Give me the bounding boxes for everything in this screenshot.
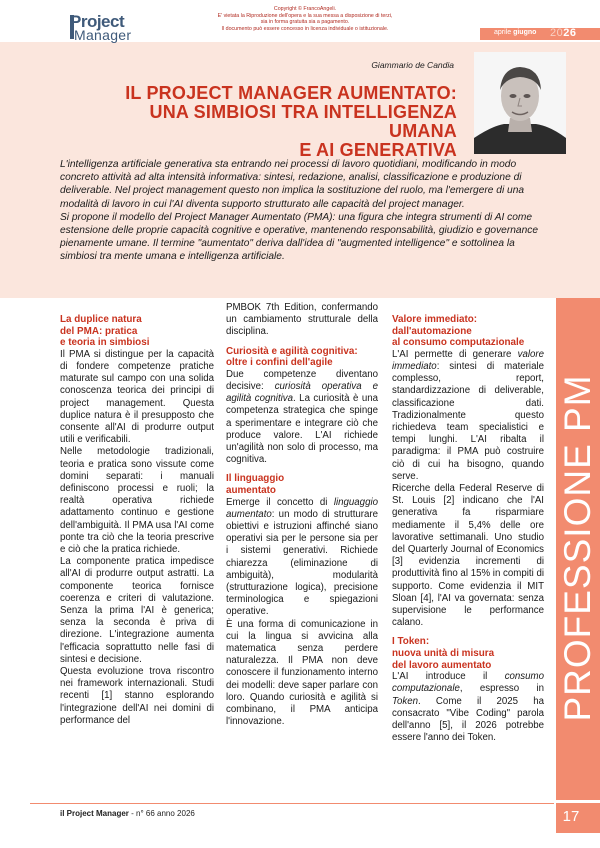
copyright-line: E' vietata la Riproduzione dell'opera e la sua messa a disposizione di terzi, (217, 12, 393, 19)
text-run: L'AI permette di generare (392, 348, 518, 360)
heading-line: del lavoro aumentato (392, 659, 492, 671)
year-part-b: 26 (563, 27, 577, 39)
month-end: giugno (513, 29, 537, 36)
text-run: Due competenze diventano decisive: (226, 368, 378, 392)
footer-credit (60, 809, 195, 818)
text-run: : un modo di strutturare obiettivi e istruzioni affinché siano operativi sia per le persone sia per i sistemi generativi. Richiede chiarezza (eliminazione di ambiguità), modularità (strutturazione logica), precisione terminologica e spiegazioni operative. (226, 508, 378, 618)
heading-line: I Token: (392, 636, 430, 648)
column-2 (226, 302, 378, 728)
heading-line: del PMA: pratica (60, 325, 138, 337)
title-line: IL PROJECT MANAGER AUMENTATO: (125, 83, 457, 103)
logo-bottom: Manager (74, 27, 132, 43)
logo-top: Project (70, 12, 125, 31)
text-run: : sintesi di materiale complesso, report, standardizzazione di deliverable, classificazione dati. Tradizionalmente questo richiedeva team specialistici e tempi lunghi. L'AI ribalta il paradigma: il PMA può costruire ciò di cui ha bisogno, quando serve. (392, 360, 544, 482)
copyright-line: Il documento può essere concesso in licenza individuale o istituzionale. (221, 25, 389, 32)
body-paragraph: È una forma di comunicazione in cui la lingua si avvicina alla matematica senza perdere naturalezza. Il PMA non deve conoscere il funzionamento interno dei modelli: deve saper parlare con loro. Quando curiosità e agilità si combinano, il PMA anticipa l'innovazione. (226, 618, 378, 728)
author-name: Giammario de Candia (371, 60, 454, 70)
heading-line: e teoria in simbiosi (60, 337, 150, 349)
title-line: E AI GENERATIVA (299, 140, 457, 160)
body-paragraph: Il PMA si distingue per la capacità di fondere competenze pratiche maturate sul campo con una solida conoscenza teorica dei principi di project management. Questa duplice natura è il presupposto che consente all'AI di produrre output utili e verificabili. (60, 348, 214, 446)
footer-rule (30, 803, 554, 804)
heading-line: Curiosità e agilità cognitiva: (226, 345, 358, 357)
author-portrait (474, 52, 566, 154)
column-3 (392, 314, 544, 744)
copyright-notice (190, 6, 420, 32)
magazine-name: il Project Manager (60, 809, 129, 818)
text-run: , espresso in (459, 683, 544, 695)
emphasis-run: consumo computazionale (392, 671, 544, 695)
column-1 (60, 314, 214, 727)
page-number: 17 (562, 808, 580, 825)
heading-line: La duplice natura (60, 314, 142, 325)
emphasis-run: curiosità operativa e agilità cognitiva (226, 381, 378, 405)
emphasis-run: linguaggio aumentato (226, 496, 378, 520)
emphasis-run: Token (392, 695, 419, 707)
abstract-paragraph: Si propone il modello del Project Manager Aumentato (PMA): una figura che integra strumenti di AI come estensione delle proprie capacità cognitive e operative, mantenendo responsabilità, giudizio e governance pienamente umane. Il termine "aumentato" deriva dall'idea di "augmented intelligence" e sottolinea la simbiosi tra mente umana e intelligenza artificiale. (60, 211, 538, 263)
heading-line: nuova unità di misura (392, 648, 495, 660)
body-paragraph (392, 349, 544, 483)
body-paragraph: Ricerche della Federal Reserve di St. Louis [2] indicano che l'AI generativa fa risparmiare mediamente il 5,4% delle ore lavorative settimanali. Uno studio del Quarterly Journal of Economics [3] evidenzia incrementi di produttività fino al 15% in compiti di supporto. Come evidenzia il MIT Sloan [4], l'AI va governata: senza supervisione le performance calano. (392, 483, 544, 629)
issue-info: - n° 66 anno 2026 (128, 809, 195, 818)
year-part-a: 20 (550, 27, 564, 39)
text-run: Emerge il concetto di (226, 496, 334, 508)
heading-line: dall'automazione (392, 325, 472, 337)
issue-year (550, 27, 577, 39)
month-start: aprile (494, 29, 512, 36)
section-heading (392, 314, 544, 349)
abstract-paragraph: L'intelligenza artificiale generativa sta entrando nei processi di lavoro quotidiani, modificando in modo concreto attività ad alta intensità informativa: sintesi, redazione, analisi, classificazione e produzione di deliverable. Nel project management questo non implica la sostituzione del ruolo, ma l'emergere di una modalità di lavoro in cui l'AI diventa supporto strutturato alle capacità del project manager. (60, 159, 525, 210)
heading-line: al consumo computazionale (392, 337, 525, 349)
magazine-logo (70, 12, 160, 42)
copyright-line: sia in forma gratuita sia a pagamento. (260, 19, 350, 26)
article-abstract (60, 158, 552, 264)
issue-months (494, 29, 536, 36)
text-run: . Come il 2025 ha consacrato "Vibe Coding" parola dell'anno [5], il 2026 potrebbe essere l'anno dei Token. (392, 695, 544, 744)
copyright-line: Copyright © FrancoAngeli. (273, 6, 337, 12)
body-paragraph: Questa evoluzione trova riscontro nei framework internazionali. Studi recenti [1] stanno esplorando l'integrazione dell'AI nei domini di performance del (60, 666, 214, 726)
heading-line: Valore immediato: (392, 314, 478, 325)
body-paragraph: PMBOK 7th Edition, confermando un cambiamento strutturale della disciplina. (226, 302, 378, 338)
section-heading (226, 346, 378, 369)
body-paragraph: Nelle metodologie tradizionali, teoria e pratica sono vissute come domini separati: i manuali definiscono processi e ruoli; la realtà operativa richiede adattamento continuo e gestione dell'ambiguità. Il PMA usa l'AI come ponte tra ciò che la teoria prescrive e ciò che la pratica richiede. (60, 446, 214, 556)
text-run: . La curiosità è una competenza strategica che spinge a sperimentare e integrare ciò che produce valore. L'AI richiede un'agilità non solo di processo, ma cognitiva. (226, 393, 378, 466)
text-run: L'AI introduce il (392, 671, 505, 683)
section-label: PROFESSIONE PM (557, 374, 598, 722)
section-heading (60, 314, 214, 349)
body-paragraph (392, 671, 544, 744)
body-paragraph: La componente pratica impedisce all'AI di produrre output astratti. La componente teorica fornisce coerenza e criteri di valutazione. Senza la prima l'AI è generica; senza la seconda è priva di direzione. L'integrazione aumenta l'efficacia soprattutto nelle fasi di sintesi e decisione. (60, 556, 214, 665)
body-paragraph (226, 369, 378, 467)
body-paragraph (226, 497, 378, 619)
portrait-photo (474, 52, 566, 154)
heading-line: oltre i confini dell'agile (226, 357, 333, 369)
article-title (105, 84, 457, 160)
title-line: UNA SIMBIOSI TRA INTELLIGENZA UMANA (149, 102, 457, 141)
heading-line: aumentato (226, 485, 276, 497)
section-heading (392, 636, 544, 671)
emphasis-run: valore immediato (392, 348, 544, 372)
section-heading (226, 473, 378, 496)
heading-line: Il linguaggio (226, 473, 285, 485)
